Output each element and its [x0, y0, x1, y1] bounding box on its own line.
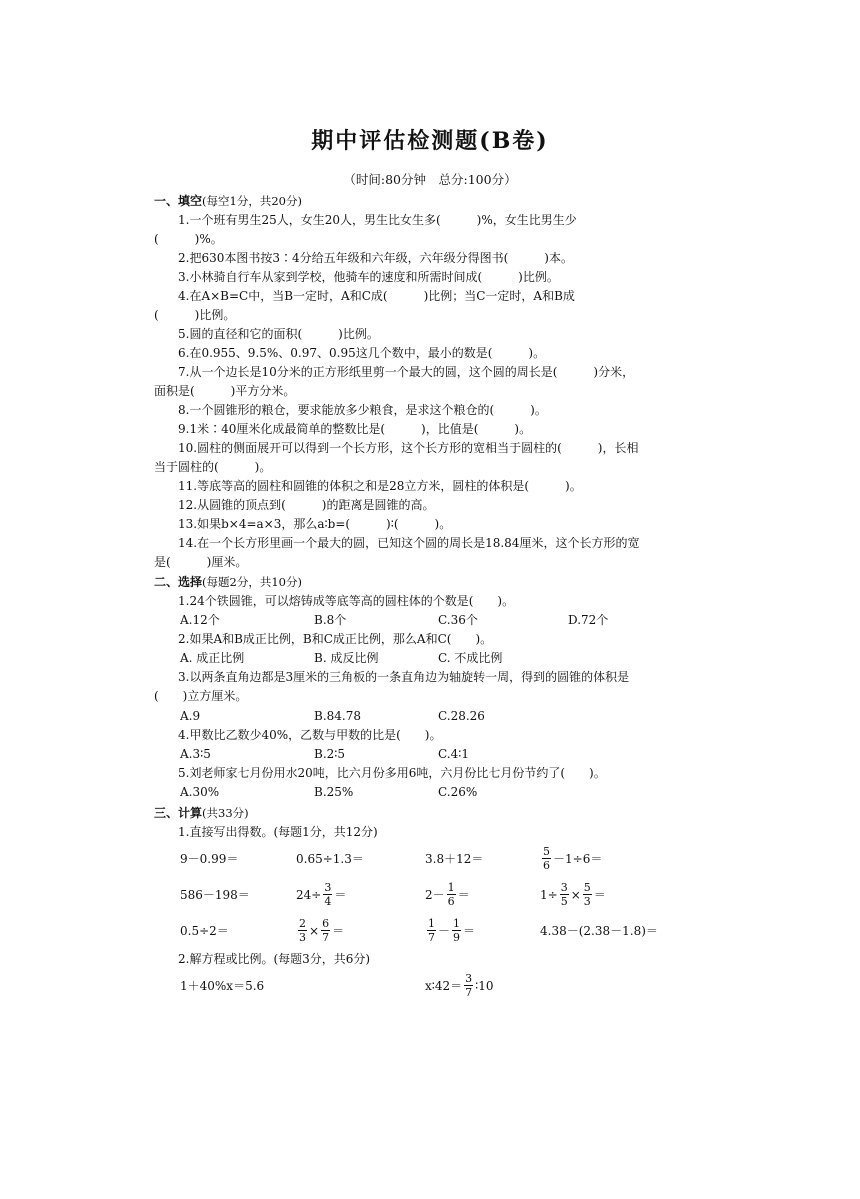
section2-heading: 二、选择(每题2分，共10分): [154, 575, 302, 589]
s3-sub1: 1.直接写出得数。(每题1分，共12分): [178, 825, 378, 839]
s1-q12: 12.从圆锥的顶点到( )的距离是圆锥的高。: [178, 498, 435, 512]
s1-q7a: 7.从一个边长是10分米的正方形纸里剪一个最大的圆，这个圆的周长是( )分米，: [178, 365, 635, 379]
s2-q3a: 3.以两条直角边都是3厘米的三角板的一条直角边为轴旋转一周，得到的圆锥的体积是: [178, 670, 630, 684]
s2-q4-option-c: C.4∶1: [438, 747, 469, 761]
s1-q2: 2.把630本图书按3∶4分给五年级和六年级，六年级分得图书( )本。: [178, 251, 573, 265]
s1-q13: 13.如果b×4=a×3，那么a∶b=( )∶( )。: [178, 517, 452, 531]
s2-q4-option-a: A.3∶5: [180, 747, 211, 761]
calc-r3-a: 0.5÷2＝: [180, 924, 229, 938]
s2-q5-option-a: A.30%: [180, 785, 220, 799]
page-title: 期中评估检测题(B卷): [311, 128, 549, 154]
s1-q4b: ( )比例。: [154, 308, 236, 322]
fraction: $\frac{5}{6}$: [543, 845, 550, 872]
s1-q8: 8.一个圆锥形的粮仓，要求能放多少粮食，是求这个粮仓的( )。: [178, 403, 547, 417]
s2-q3-option-b: B.84.78: [314, 709, 361, 723]
s2-q1-option-c: C.36个: [438, 613, 478, 627]
s1-q3: 3.小林骑自行车从家到学校，他骑车的速度和所需时间成( )比例。: [178, 270, 559, 284]
s1-q10a: 10.圆柱的侧面展开可以得到一个长方形，这个长方形的宽相当于圆柱的( )，长相: [178, 441, 639, 455]
calc-r1-c: 3.8＋12＝: [425, 852, 484, 866]
s2-q1-option-b: B.8个: [314, 613, 347, 627]
equation-2: x∶42＝ $\frac{3}{7}$ ∶10: [425, 972, 494, 999]
fraction: $\frac{3}{5}$: [560, 881, 568, 908]
s1-q11: 11.等底等高的圆柱和圆锥的体积之和是28立方米，圆柱的体积是( )。: [178, 479, 582, 493]
fraction: $\frac{3}{7}$: [465, 972, 473, 999]
s1-q1a: 1.一个班有男生25人，女生20人，男生比女生多( )%，女生比男生少: [178, 213, 577, 227]
calc-r2-d: 1÷ $\frac{3}{5}$ × $\frac{5}{3}$ ＝: [540, 881, 606, 908]
calc-r2-b: 24÷ $\frac{3}{4}$ ＝: [296, 881, 347, 908]
s1-q6: 6.在0.955、9.5%、0.97、0.95这几个数中，最小的数是( )。: [178, 346, 546, 360]
s3-sub2: 2.解方程或比例。(每题3分，共6分): [178, 952, 371, 966]
s1-q14b: 是( )厘米。: [154, 555, 248, 569]
fraction: $\frac{3}{4}$: [324, 881, 332, 908]
calc-r3-d: 4.38－(2.38－1.8)＝: [540, 924, 658, 938]
fraction: $\frac{6}{7}$: [322, 917, 330, 944]
fraction: $\frac{1}{6}$: [447, 881, 455, 908]
calc-r3-b: $\frac{2}{3}$ × $\frac{6}{7}$ ＝: [299, 917, 345, 944]
s2-q2-option-c: C. 不成比例: [438, 651, 503, 665]
s2-q5-option-b: B.25%: [314, 785, 354, 799]
calc-r3-c: $\frac{1}{7}$ － $\frac{1}{9}$ ＝: [428, 917, 476, 944]
s2-q3-option-a: A.9: [180, 709, 201, 723]
page-subtitle: （时间:80分钟 总分:100分）: [343, 172, 517, 187]
fraction: $\frac{1}{9}$: [453, 917, 461, 944]
fraction: $\frac{1}{7}$: [428, 917, 435, 944]
s2-q5-option-c: C.26%: [438, 785, 478, 799]
fraction: $\frac{5}{3}$: [583, 881, 591, 908]
calc-r1-a: 9－0.99＝: [180, 852, 239, 866]
s1-q9: 9.1米∶40厘米化成最简单的整数比是( )，比值是( )。: [178, 422, 532, 436]
calc-r2-c: 2－ $\frac{1}{6}$ ＝: [425, 881, 470, 908]
s1-q4a: 4.在A×B=C中，当B一定时，A和C成( )比例；当C一定时，A和B成: [178, 289, 575, 303]
s1-q10b: 当于圆柱的( )。: [154, 460, 272, 474]
s2-q4: 4.甲数比乙数少40%，乙数与甲数的比是( )。: [178, 728, 442, 742]
s2-q2-option-a: A. 成正比例: [180, 651, 245, 665]
s1-q7b: 面积是( )平方分米。: [154, 384, 296, 398]
s2-q2-option-b: B. 成反比例: [314, 651, 379, 665]
s2-q3b: ( )立方厘米。: [154, 689, 248, 703]
equation-1: 1＋40%x＝5.6: [180, 979, 265, 993]
s1-q14a: 14.在一个长方形里画一个最大的圆，已知这个圆的周长是18.84厘米，这个长方形的宽: [178, 536, 640, 550]
s2-q2: 2.如果A和B成正比例，B和C成正比例，那么A和C( )。: [178, 632, 493, 646]
calc-r1-d: $\frac{5}{6}$ －1÷6＝: [543, 845, 603, 872]
s2-q1: 1.24个铁圆锥，可以熔铸成等底等高的圆柱体的个数是( )。: [178, 594, 515, 608]
s1-q5: 5.圆的直径和它的面积( )比例。: [178, 327, 379, 341]
s2-q5: 5.刘老师家七月份用水20吨，比六月份多用6吨，六月份比七月份节约了( )。: [178, 766, 606, 780]
fraction: $\frac{2}{3}$: [299, 917, 306, 944]
s1-q1b: ( )%。: [154, 232, 223, 246]
section1-heading: 一、填空(每空1分，共20分): [154, 194, 302, 208]
section3-heading: 三、计算(共33分): [154, 806, 249, 820]
calc-r2-a: 586－198＝: [180, 888, 250, 902]
s2-q1-option-d: D.72个: [568, 613, 609, 627]
calc-r1-b: 0.65÷1.3＝: [296, 852, 364, 866]
s2-q1-option-a: A.12个: [180, 613, 220, 627]
s2-q4-option-b: B.2∶5: [314, 747, 346, 761]
s2-q3-option-c: C.28.26: [438, 709, 485, 723]
